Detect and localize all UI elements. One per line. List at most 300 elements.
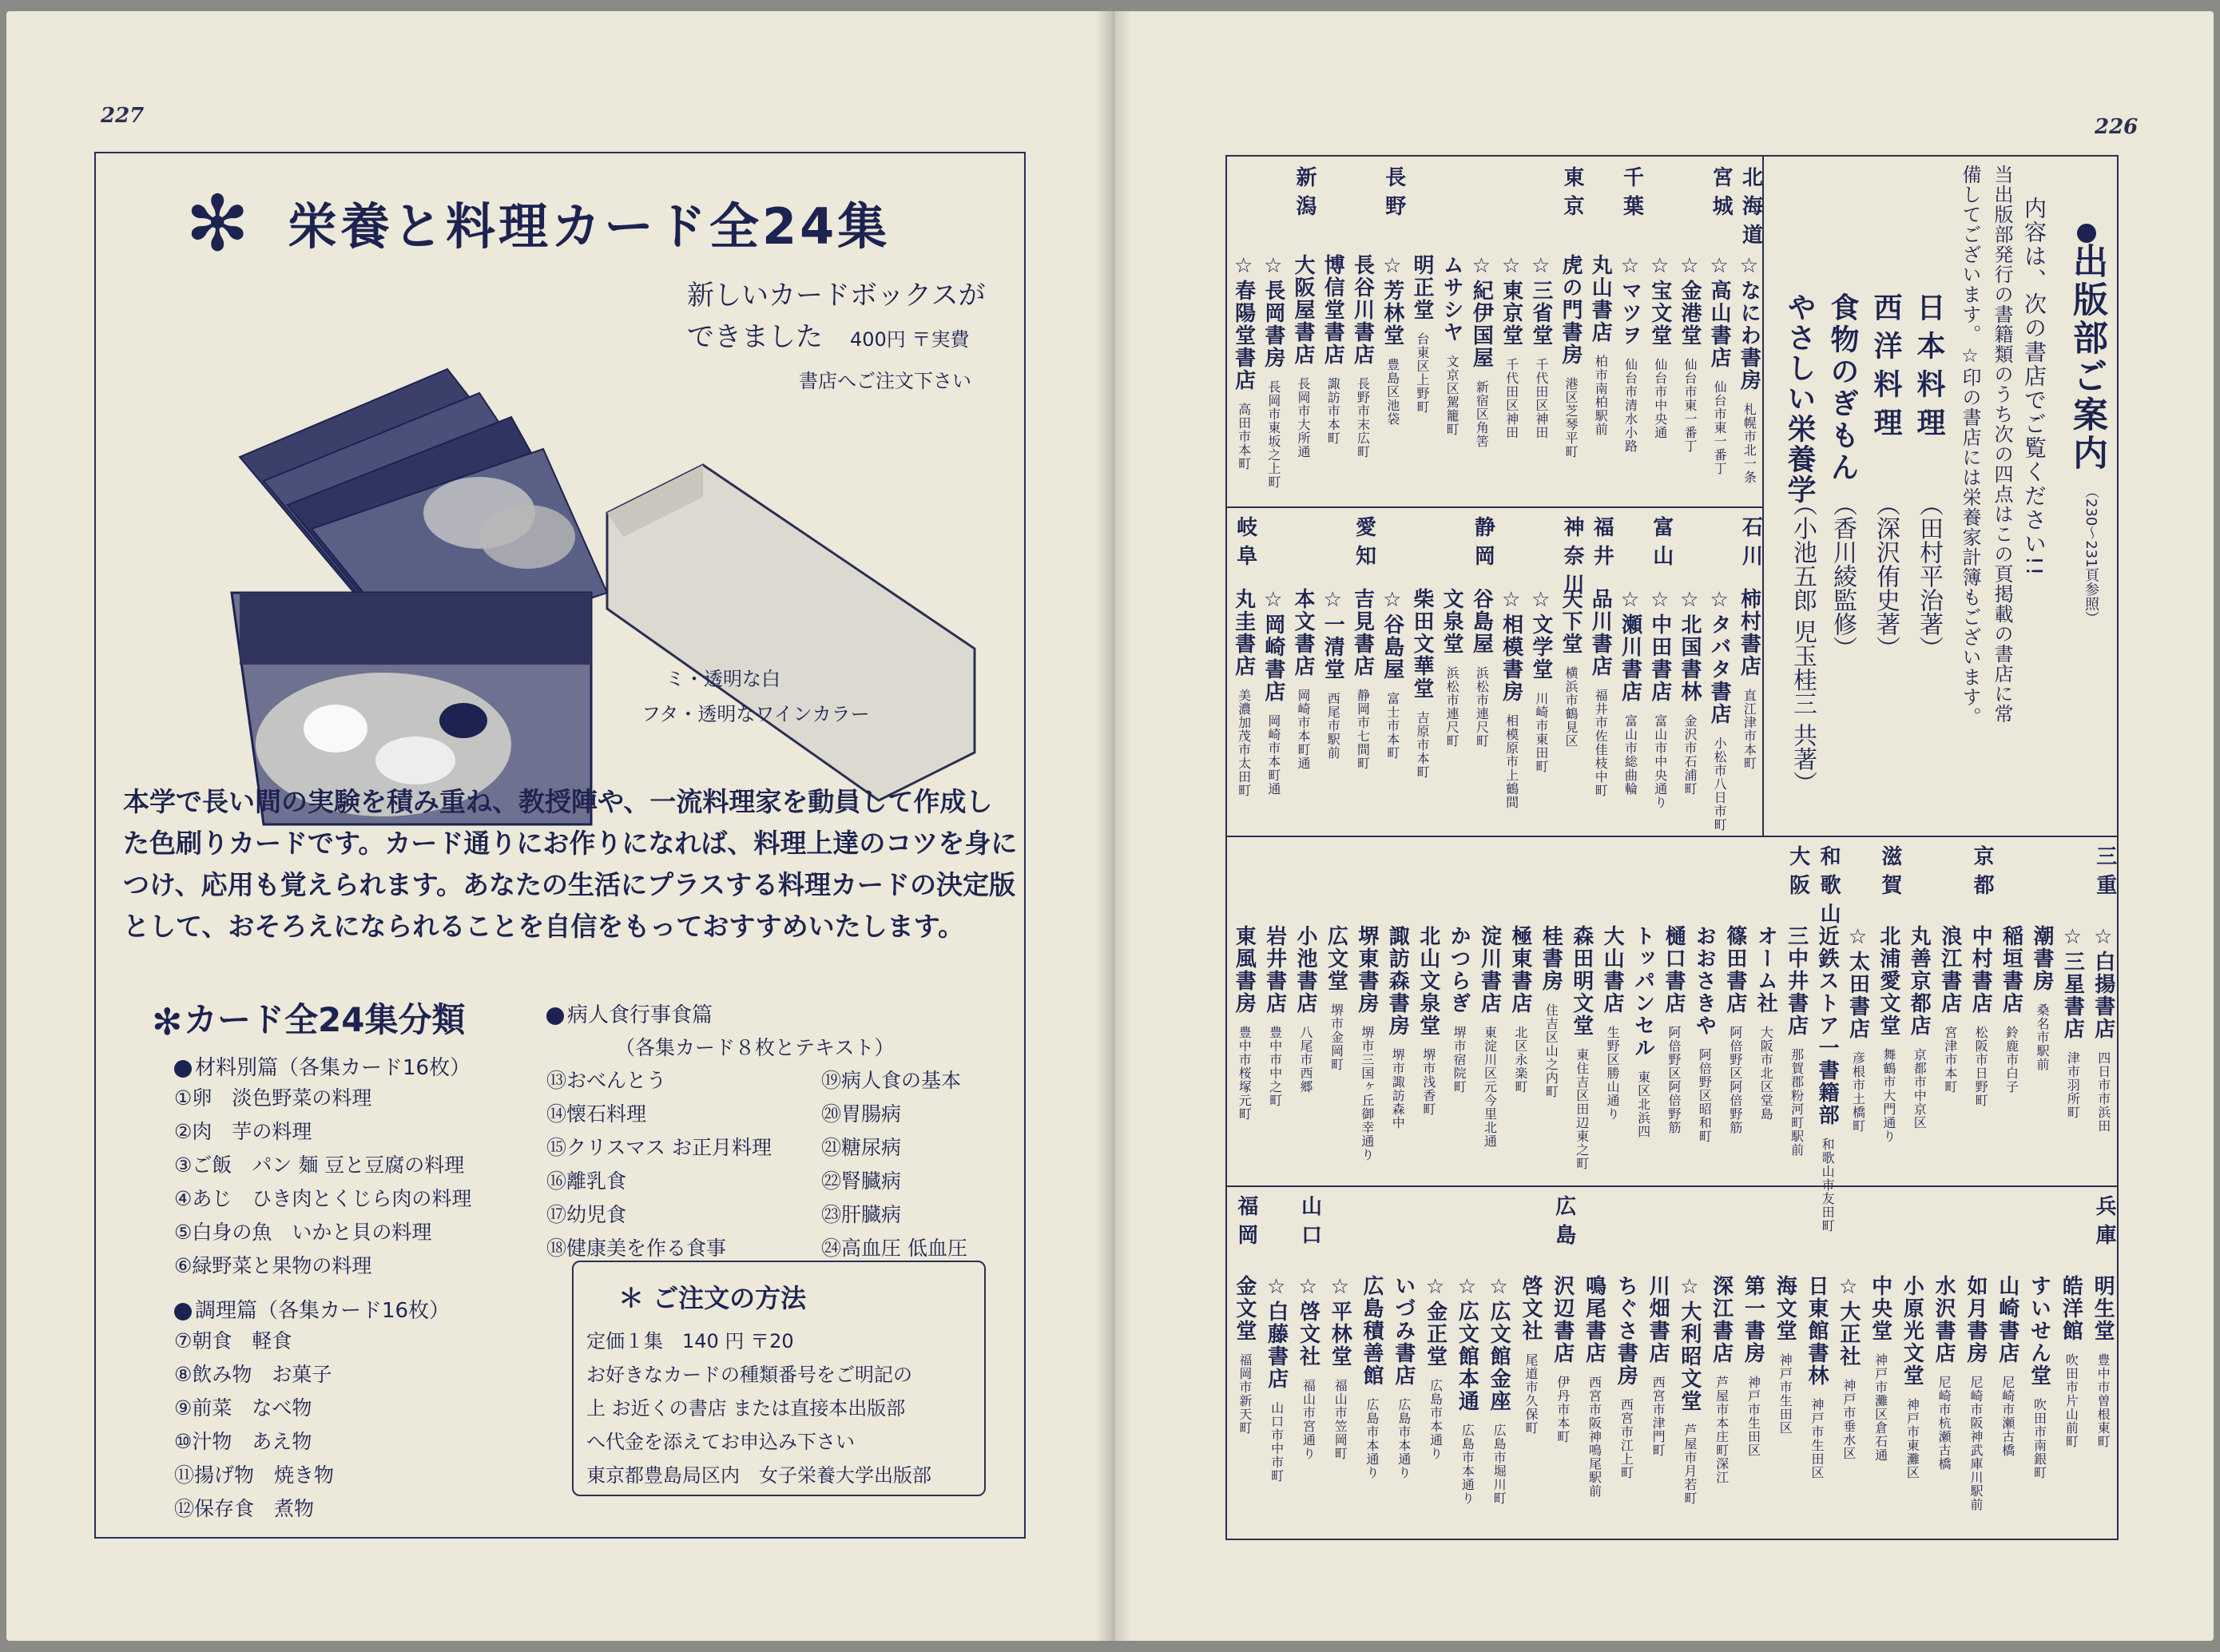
store-address: 吹田市片山前町 [2063, 1353, 2079, 1448]
store-entry [1629, 925, 1658, 1138]
prefecture-label: 三重 [2092, 845, 2117, 903]
material-list [174, 1082, 471, 1283]
section-divider [1227, 1185, 2117, 1187]
store-name: 海文堂 [1773, 1275, 1797, 1342]
store-name: ☆岡崎書店 [1261, 588, 1285, 703]
prefecture-label: 福井 [1590, 516, 1614, 574]
store-entry [1997, 925, 2027, 1094]
order-line: へ代金を添えてお申込み下さい [586, 1431, 855, 1453]
asterisk-icon-small: ✻ [152, 1000, 183, 1043]
book-author-3: （香川綾監修） [1829, 492, 1857, 660]
store-entry [1707, 1275, 1737, 1484]
store-name: ☆三星書店 [2060, 925, 2085, 1040]
store-address: 岡崎市本町通 [1265, 714, 1281, 796]
store-address: 尼崎市阪神武庫川駅前 [1968, 1376, 1984, 1511]
list-item: ⑭懐石料理 [546, 1102, 647, 1126]
order-line: 上 お近くの書店 または直接本出版部 [586, 1397, 906, 1420]
store-address: 仙台市中央通 [1652, 358, 1668, 439]
list-item: ⑪揚げ物 焼き物 [174, 1463, 335, 1487]
asterisk-icon: ✻ [185, 179, 250, 268]
store-address: 神戸市生田区 [1777, 1353, 1793, 1435]
store-address: 鈴鹿市白子 [2004, 1026, 2019, 1094]
store-entry [1229, 925, 1259, 1121]
list-item: ㉓肝臓病 [821, 1203, 902, 1226]
store-name: 吉見書店 [1350, 588, 1375, 677]
store-address: 宮津市本町 [1942, 1026, 1958, 1094]
prefecture-label: 愛知 [1352, 516, 1376, 574]
store-entry [1675, 254, 1705, 453]
store-address: 神戸市灘区倉石通 [1873, 1353, 1888, 1462]
patient-heading: 病人食行事食篇 [546, 999, 713, 1028]
store-address: 芦屋市月若町 [1682, 1424, 1698, 1505]
store-address: 住吉区山之内町 [1543, 1003, 1559, 1098]
store-name: 博信堂書店 [1320, 254, 1345, 366]
store-name: ☆一清堂 [1320, 588, 1345, 681]
store-entry [1262, 1275, 1292, 1483]
store-entry [2056, 1275, 2086, 1448]
store-name: 淀川書店 [1477, 925, 1502, 1015]
list-item: ⑥緑野菜と果物の料理 [174, 1254, 372, 1277]
card-box-photo [144, 273, 1007, 832]
book-title-3: 食物のぎもん [1826, 292, 1859, 484]
store-entry [1675, 1275, 1705, 1505]
store-name: ムサシヤ [1440, 254, 1464, 344]
store-name: ☆マツヲ [1618, 254, 1642, 347]
store-entry [1452, 1275, 1482, 1505]
store-name: 虎の門書房 [1559, 254, 1583, 366]
store-entry [1437, 588, 1467, 748]
store-address: 豊島区池袋 [1384, 358, 1400, 426]
store-address: 阿倍野区阿倍野筋 [1666, 1026, 1682, 1134]
store-entry [1567, 925, 1597, 1170]
prefecture-label: 滋賀 [1877, 845, 1902, 903]
store-name: 北山文泉堂 [1416, 925, 1440, 1037]
list-item: ⑰幼児食 [546, 1203, 627, 1226]
store-entry [1556, 254, 1586, 459]
book-title-2: 西洋料理 [1869, 292, 1902, 446]
store-name: 山崎書店 [1995, 1275, 2019, 1364]
store-address: 阿倍野区昭和町 [1697, 1048, 1713, 1143]
store-name: 小池書店 [1293, 925, 1318, 1015]
patient-list-a [546, 1064, 772, 1265]
new-box-line1: 新しいカードボックスが [687, 280, 986, 312]
store-name: かつらぎ [1447, 925, 1471, 1015]
list-item: ⑨前菜 なべ物 [174, 1396, 312, 1420]
store-name: 堺東書房 [1354, 925, 1379, 1015]
store-name: ☆金正堂 [1423, 1275, 1448, 1368]
store-entry [1230, 1275, 1260, 1435]
store-address: 山口市中市町 [1269, 1401, 1285, 1483]
store-name: 中央堂 [1868, 1275, 1892, 1342]
prefecture-label: 広島 [1551, 1195, 1576, 1253]
right-page [1114, 11, 2214, 1641]
bullet-icon [546, 1007, 564, 1025]
store-name: 長谷川書店 [1350, 254, 1375, 366]
book-author-1: （田村平治著） [1915, 492, 1943, 660]
store-entry [1383, 925, 1412, 1130]
store-entry [1993, 1275, 2023, 1457]
list-item: ①卵 淡色野菜の料理 [174, 1086, 372, 1110]
store-name: ちぐさ書房 [1614, 1275, 1638, 1387]
directory-heading: 出版部ご案内 [2061, 224, 2112, 473]
store-address: 生野区勝山通り [1605, 1026, 1621, 1121]
store-address: 仙台市東一番丁 [1682, 358, 1698, 453]
store-address: 吉原市本町 [1414, 711, 1430, 779]
store-address: 堺市金岡町 [1328, 1003, 1344, 1071]
store-name: 広文堂 [1324, 925, 1348, 992]
store-entry [1705, 254, 1734, 475]
store-address: 広島市堀川町 [1491, 1424, 1507, 1505]
store-entry [1643, 1275, 1673, 1457]
store-address: 堺市浅香町 [1420, 1048, 1436, 1116]
store-address: 長岡市大所通 [1296, 377, 1312, 459]
store-address: 神戸市垂水区 [1841, 1379, 1857, 1460]
store-name: 森田明文堂 [1569, 925, 1594, 1037]
store-name: ☆東京堂 [1499, 254, 1523, 347]
store-entry [1874, 925, 1904, 1143]
store-name: 沢辺書店 [1550, 1275, 1575, 1364]
store-address: 柏市南柏駅前 [1593, 355, 1609, 436]
prefecture-label: 京都 [1970, 845, 1995, 903]
store-address: 堺市宿院町 [1452, 1026, 1467, 1094]
store-name: 稲垣書店 [1999, 925, 2023, 1015]
store-name: 浪江書店 [1937, 925, 1962, 1015]
store-name: 極東書店 [1507, 925, 1532, 1015]
store-name: 丸善京都店 [1907, 925, 1932, 1037]
store-name: ☆中田書店 [1647, 588, 1672, 703]
store-address: 広島市本通り [1428, 1379, 1444, 1460]
store-name: ☆三省堂 [1528, 254, 1553, 347]
prefecture-label: 富山 [1649, 516, 1674, 574]
store-name: 本文書店 [1291, 588, 1316, 677]
store-name: ☆タバタ書店 [1707, 588, 1732, 725]
store-name: ☆文学堂 [1528, 588, 1553, 681]
store-name: 明生堂 [2091, 1275, 2115, 1342]
store-address: 新宿区角筈 [1474, 380, 1490, 448]
store-address: 仙台市清水小路 [1622, 358, 1638, 453]
store-address: 諏訪市本町 [1325, 377, 1341, 445]
order-lines [586, 1324, 931, 1492]
store-name: 岩井書店 [1262, 925, 1287, 1015]
store-name: 大阪屋書店 [1291, 254, 1316, 366]
store-entry [1289, 588, 1318, 770]
store-name: 谷島屋 [1469, 588, 1494, 655]
store-entry [2088, 1275, 2118, 1448]
store-entry [1516, 1275, 1546, 1435]
store-entry [1705, 588, 1734, 832]
store-address: 尾道市久保町 [1523, 1353, 1539, 1435]
prefecture-label: 千葉 [1619, 166, 1644, 224]
store-entry [1527, 588, 1556, 773]
store-name: ☆平林堂 [1328, 1275, 1352, 1368]
store-address: 浜松市連尺町 [1444, 666, 1460, 748]
store-address: 京都市中京区 [1912, 1048, 1928, 1130]
store-entry [1348, 588, 1378, 770]
store-address: 尼崎市瀬古橋 [2000, 1376, 2015, 1457]
store-name: 水沢書店 [1932, 1275, 1956, 1364]
store-address: 西宮市阪神鳴尾駅前 [1587, 1376, 1602, 1498]
patient-list-b [821, 1064, 967, 1265]
book-author-2: （深沢侑史著） [1872, 492, 1900, 660]
store-name: 丸圭書店 [1231, 588, 1256, 677]
intro-line-3: 備してございます。☆印の書店には栄養家計簿もございます。 [1959, 165, 1981, 727]
store-address: 川崎市東田町 [1533, 692, 1549, 773]
store-entry [1734, 254, 1764, 484]
directory-heading-ref: （230〜231頁参照） [2083, 484, 2099, 625]
lid-caption [641, 661, 870, 732]
store-address: 那賀郡粉河町駅前 [1789, 1048, 1805, 1157]
store-entry [1659, 925, 1689, 1134]
description: 本学で長い間の実験を積み重ね、教授陣や、一流料理家を動員して作成した色刷りカードです。カード通りにお作りになれば、料理上達のコツを身につけ、応用も覚えられます。あなたの生活にプラスする料理カードの決定版として、おそろえになられることを自信をもっておすすめいたします。 [123, 786, 1018, 942]
store-name: 柿村書店 [1737, 588, 1761, 677]
store-address: 舞鶴市大門通り [1880, 1048, 1896, 1143]
store-name: ☆北国書林 [1677, 588, 1702, 703]
store-entry [1782, 925, 1812, 1157]
store-entry [1421, 1275, 1451, 1460]
store-address: 浜松市連尺町 [1474, 666, 1490, 748]
store-name: 広島積善館 [1360, 1275, 1384, 1387]
store-entry [1616, 588, 1646, 796]
prefecture-label: 長野 [1381, 166, 1406, 224]
store-address: 豊中市曽根東町 [2095, 1353, 2111, 1448]
store-entry [2027, 925, 2057, 1071]
store-entry [1259, 588, 1289, 796]
store-name: 近鉄ストア一書籍部 [1815, 925, 1840, 1126]
store-entry [1484, 1275, 1514, 1505]
advertisement-box [94, 152, 1026, 1539]
store-entry [1229, 588, 1259, 797]
store-address: 長岡市東坂之上町 [1265, 380, 1281, 489]
store-entry [1467, 588, 1496, 748]
store-entry [1834, 1275, 1864, 1460]
store-name: ☆大正社 [1836, 1275, 1861, 1368]
section-divider [1227, 506, 1762, 508]
store-address: 東淀川区元今里北通 [1482, 1026, 1498, 1148]
store-name: ☆白藤書店 [1264, 1275, 1289, 1390]
store-entry [1721, 925, 1750, 1134]
store-address: 金沢市石浦町 [1682, 714, 1698, 796]
store-address: 西宮市津門町 [1650, 1376, 1666, 1457]
store-entry [1548, 1275, 1578, 1444]
store-address: 仙台市東一番丁 [1712, 380, 1728, 475]
prefecture-label: 石川 [1738, 516, 1763, 574]
store-address: 札幌市北一条 [1741, 403, 1757, 484]
store-address: 岡崎市本町通 [1296, 689, 1312, 770]
store-entry [1291, 925, 1320, 1094]
store-entry [1352, 925, 1382, 1162]
list-item: ⑳胃腸病 [821, 1102, 902, 1126]
store-entry [1389, 1275, 1419, 1479]
store-entry [1813, 925, 1842, 1233]
store-name: ☆高山書店 [1707, 254, 1732, 369]
store-address: 福山市笠岡町 [1332, 1379, 1348, 1460]
store-name: 如月書房 [1963, 1275, 1988, 1364]
material-heading: 材料別篇（各集カード16枚） [174, 1051, 471, 1081]
store-directory-box [1225, 155, 2119, 1540]
lid-caption-2: フタ・透明なワインカラー [641, 703, 870, 725]
store-name: 篠田書店 [1722, 925, 1747, 1015]
store-address: 長野市末広町 [1355, 377, 1371, 459]
store-address: 福井市佐佳枝中町 [1593, 689, 1609, 797]
store-entry [1802, 1275, 1832, 1479]
store-entry [1259, 254, 1289, 489]
classification-title: カード全24集分類 [184, 1000, 466, 1039]
store-address: 神戸市生田区 [1745, 1376, 1761, 1457]
book-title-1: 日本料理 [1912, 292, 1945, 446]
store-entry [1770, 1275, 1800, 1435]
store-address: 静岡市七間町 [1355, 689, 1371, 770]
prefecture-label: 宮城 [1709, 166, 1734, 224]
cooking-list [174, 1324, 334, 1526]
store-name: ☆谷島屋 [1380, 588, 1404, 681]
store-entry [1598, 925, 1627, 1121]
store-entry [1325, 1275, 1355, 1460]
store-entry [1690, 925, 1719, 1143]
list-item: ㉔高血圧 低血圧 [821, 1237, 967, 1260]
store-name: ☆紀伊国屋 [1469, 254, 1494, 369]
store-entry [1467, 254, 1496, 448]
store-entry [1506, 925, 1535, 1094]
store-entry [1497, 588, 1527, 809]
store-entry [1751, 925, 1781, 1121]
book-author-4: （小池五郎 児玉桂三 共著） [1789, 492, 1817, 796]
store-name: 品川書店 [1588, 588, 1613, 677]
store-address: 東住吉区田辺東之町 [1574, 1048, 1590, 1170]
store-entry [1414, 925, 1444, 1116]
left-page [6, 11, 1114, 1641]
store-address: 富士市本町 [1384, 692, 1400, 760]
store-entry [1321, 925, 1351, 1071]
store-address: 和歌山市友田町 [1820, 1138, 1836, 1233]
new-box-line2: できました [687, 321, 823, 353]
prefecture-label: 岐阜 [1233, 516, 1257, 574]
section-divider [1227, 836, 2117, 837]
store-name: ☆春陽堂書店 [1231, 254, 1256, 391]
new-box-order: 書店へご注文下さい [799, 370, 971, 392]
list-item: ⑲病人食の基本 [821, 1069, 962, 1092]
list-item: ②肉 芋の料理 [174, 1120, 312, 1143]
list-item: ⑯離乳食 [546, 1170, 627, 1193]
store-address: 富山市総曲輪 [1622, 714, 1638, 796]
cooking-heading: 調理篇（各集カード16枚） [174, 1294, 450, 1324]
store-entry [1961, 1275, 1991, 1511]
store-address: 東区北浜四 [1635, 1070, 1651, 1138]
page-number-right: 226 [2095, 115, 2139, 139]
store-entry [1261, 925, 1290, 1107]
prefecture-label: 新潟 [1293, 166, 1317, 224]
store-address: 横浜市鶴見区 [1563, 666, 1579, 748]
list-item: ⑫保存食 煮物 [174, 1497, 315, 1520]
page-number-left: 227 [101, 104, 145, 128]
order-method-box [572, 1261, 986, 1496]
store-name: 鳴尾書店 [1582, 1275, 1606, 1364]
store-address: 港区芝琴平町 [1563, 377, 1579, 459]
store-name: おおさきや [1692, 925, 1717, 1037]
bullet-icon [174, 1303, 192, 1320]
store-address: 直江津市本町 [1741, 689, 1757, 770]
bullet-icon [2077, 224, 2096, 243]
store-name: ☆啓文社 [1296, 1275, 1320, 1368]
store-address: 文京区駕籠町 [1444, 355, 1460, 436]
store-address: 桑名市駅前 [2034, 1003, 2050, 1071]
list-item: ㉒腎臓病 [821, 1170, 902, 1193]
store-name: 文泉堂 [1440, 588, 1464, 655]
store-name: 啓文社 [1518, 1275, 1543, 1342]
store-address: 津市羽所町 [2065, 1051, 2081, 1119]
store-name: 丸山書店 [1588, 254, 1613, 344]
list-item: ⑱健康美を作る食事 [546, 1237, 727, 1260]
store-entry [1229, 254, 1259, 471]
store-name: ☆金港堂 [1677, 254, 1702, 347]
store-address: 広島市本通り [1459, 1424, 1475, 1505]
store-name: 第一書房 [1741, 1275, 1765, 1364]
store-entry [1318, 588, 1348, 760]
store-name: 金文堂 [1232, 1275, 1257, 1342]
store-entry [1293, 1275, 1323, 1460]
store-entry [1408, 588, 1437, 779]
store-address: 神戸市東灘区 [1904, 1398, 1920, 1479]
store-entry [1675, 588, 1705, 796]
list-item: ⑩汁物 あえ物 [174, 1430, 312, 1453]
store-entry [1378, 254, 1408, 426]
store-address: 美濃加茂市太田町 [1236, 689, 1252, 797]
store-address: 芦屋市本庄町深江 [1714, 1376, 1730, 1484]
store-address: 彦根市土橋町 [1850, 1051, 1866, 1133]
store-address: 広島市本通り [1396, 1398, 1412, 1479]
store-address: 千代田区神田 [1503, 358, 1519, 439]
store-name: ☆太田書店 [1845, 925, 1870, 1040]
store-name: ☆広文館金座 [1487, 1275, 1511, 1412]
store-entry [1580, 1275, 1610, 1498]
store-address: 広島市本通り [1364, 1398, 1380, 1479]
store-entry [1616, 254, 1646, 453]
prefecture-label: 静岡 [1471, 516, 1495, 574]
store-entry [1444, 925, 1474, 1094]
store-name: 東風書房 [1232, 925, 1257, 1015]
store-entry [1527, 254, 1556, 439]
store-entry [1475, 925, 1505, 1148]
store-name: 北浦愛文堂 [1876, 925, 1900, 1037]
store-address: 千代田区神田 [1533, 358, 1549, 439]
store-name: 深江書店 [1709, 1275, 1734, 1364]
store-name: 諏訪森書房 [1385, 925, 1410, 1037]
store-entry [1586, 254, 1615, 436]
order-line: 東京都豊島局区内 女子栄養大学出版部 [586, 1464, 931, 1487]
store-entry [1408, 254, 1437, 414]
lid-caption-1: ミ・透明な白 [665, 668, 780, 690]
store-entry [1936, 925, 1965, 1094]
store-name: 小原光文堂 [1900, 1275, 1924, 1387]
prefecture-label: 大阪 [1785, 845, 1810, 903]
list-item: ⑤白身の魚 いかと貝の料理 [174, 1221, 432, 1244]
store-entry [1318, 254, 1348, 445]
store-entry [1897, 1275, 1927, 1479]
prefecture-label: 兵庫 [2092, 1195, 2117, 1253]
store-entry [1497, 254, 1527, 439]
store-entry [1904, 925, 1934, 1130]
prefecture-label: 東京 [1560, 166, 1585, 224]
store-name: ☆芳林堂 [1380, 254, 1404, 347]
store-address: 西尾市駅前 [1325, 692, 1341, 760]
store-address: 豊中市中之町 [1267, 1026, 1283, 1107]
store-address: 大阪市北区堂島 [1758, 1026, 1774, 1121]
list-item: ㉑糖尿病 [821, 1136, 902, 1159]
intro-line-1: 内容は、次の書店でご覧ください!! [2021, 197, 2047, 578]
store-name: 日東館書林 [1805, 1275, 1829, 1387]
store-name: 川畑書店 [1646, 1275, 1670, 1364]
store-entry [1738, 1275, 1768, 1457]
prefecture-label: 福岡 [1233, 1195, 1258, 1253]
